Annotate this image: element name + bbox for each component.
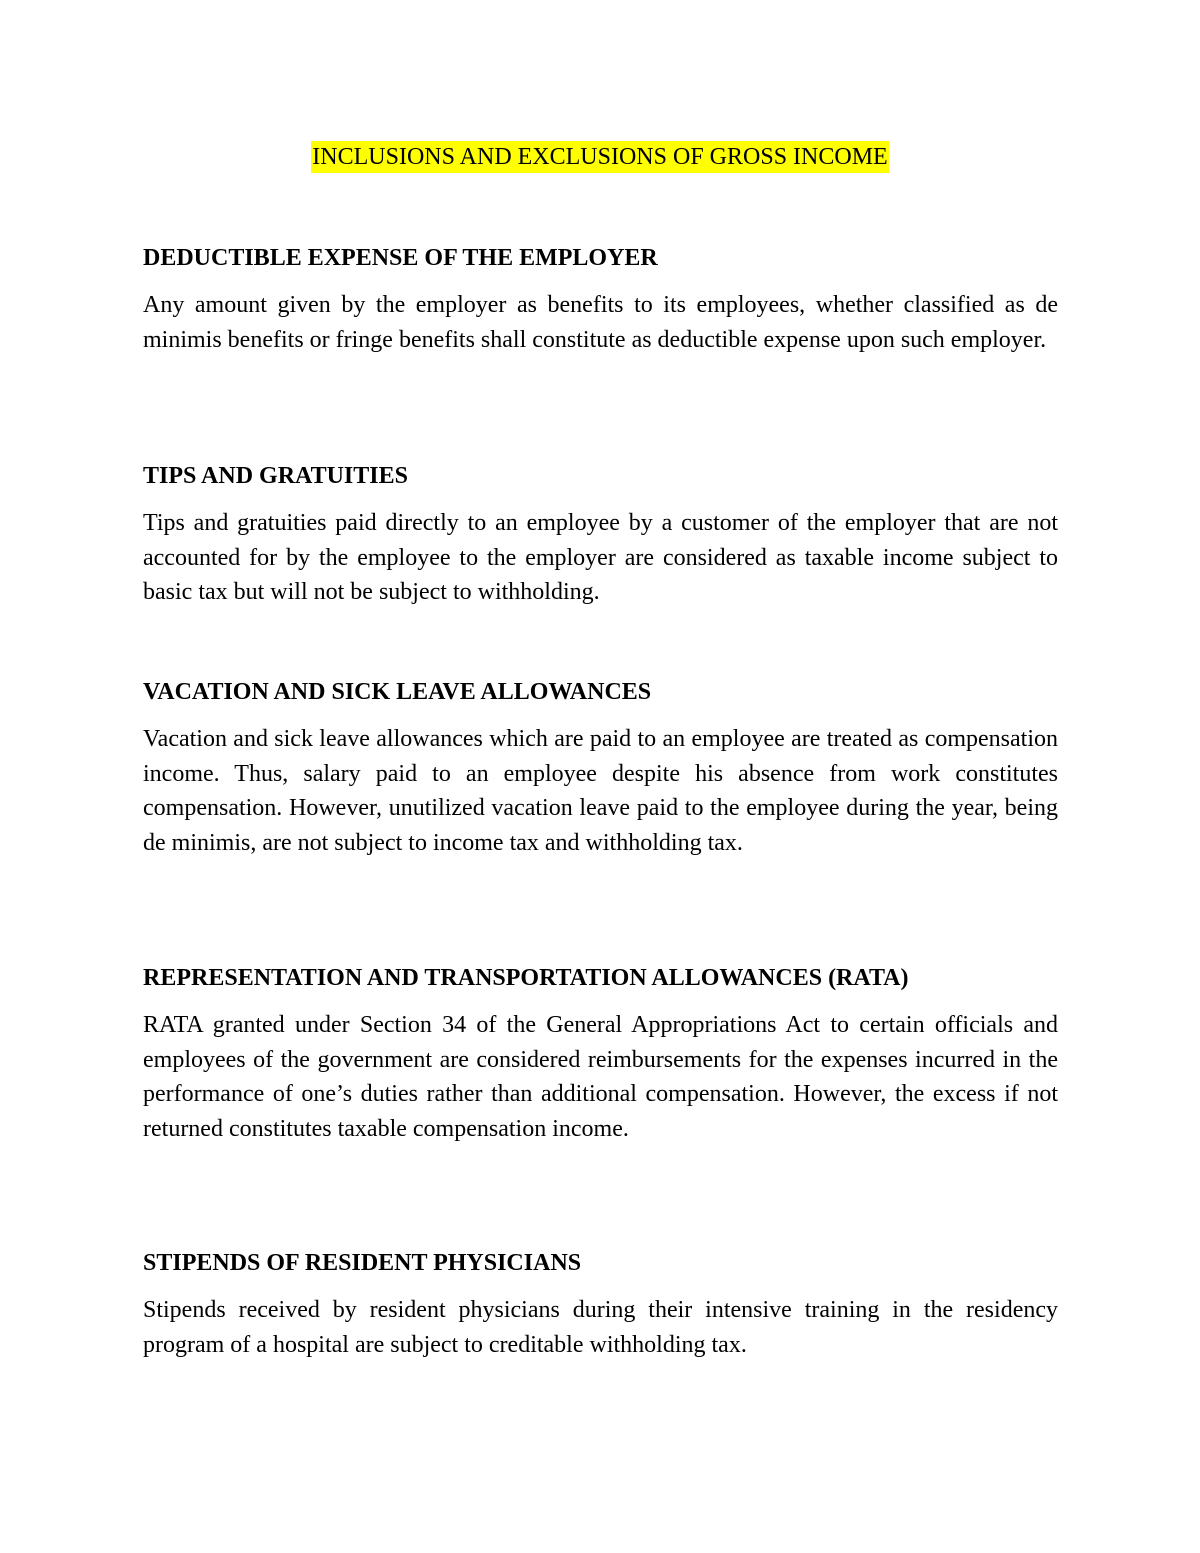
section-stipends-resident-physicians <box>143 1247 1058 1362</box>
document-title: INCLUSIONS AND EXCLUSIONS OF GROSS INCOME <box>311 141 888 173</box>
section-heading: REPRESENTATION AND TRANSPORTATION ALLOWANCES (RATA) <box>143 965 909 991</box>
section-body: Vacation and sick leave allowances which are paid to an employee are treated as compensation income. Thus, salary paid to an employee despite his absence from work constitutes compensation. However, unutilized vacation leave paid to the employee during the year, being de minimis, are not subject to income tax and withholding tax. <box>143 726 1058 856</box>
title-container <box>0 141 1200 173</box>
section-heading: VACATION AND SICK LEAVE ALLOWANCES <box>143 679 652 705</box>
section-heading: DEDUCTIBLE EXPENSE OF THE EMPLOYER <box>143 245 658 271</box>
section-vacation-sick-leave <box>143 676 1058 860</box>
section-rata <box>143 962 1058 1146</box>
section-tips-gratuities <box>143 460 1058 610</box>
section-body: RATA granted under Section 34 of the General Appropriations Act to certain officials and employees of the government are considered reimbursements for the expenses incurred in the performance of one’s duties rather than additional compensation. However, the excess if not returned constitutes taxable compensation income. <box>143 1012 1058 1142</box>
section-body: Stipends received by resident physicians during their intensive training in the residency program of a hospital are subject to creditable withholding tax. <box>143 1297 1058 1358</box>
section-body: Any amount given by the employer as benefits to its employees, whether classified as de minimis benefits or fringe benefits shall constitute as deductible expense upon such employer. <box>143 292 1058 353</box>
section-heading: TIPS AND GRATUITIES <box>143 463 408 489</box>
section-deductible-expense <box>143 242 1058 357</box>
section-body: Tips and gratuities paid directly to an employee by a customer of the employer that are not accounted for by the employee to the employer are considered as taxable income subject to basic tax but will not be subject to withholding. <box>143 510 1058 605</box>
section-heading: STIPENDS OF RESIDENT PHYSICIANS <box>143 1250 582 1276</box>
